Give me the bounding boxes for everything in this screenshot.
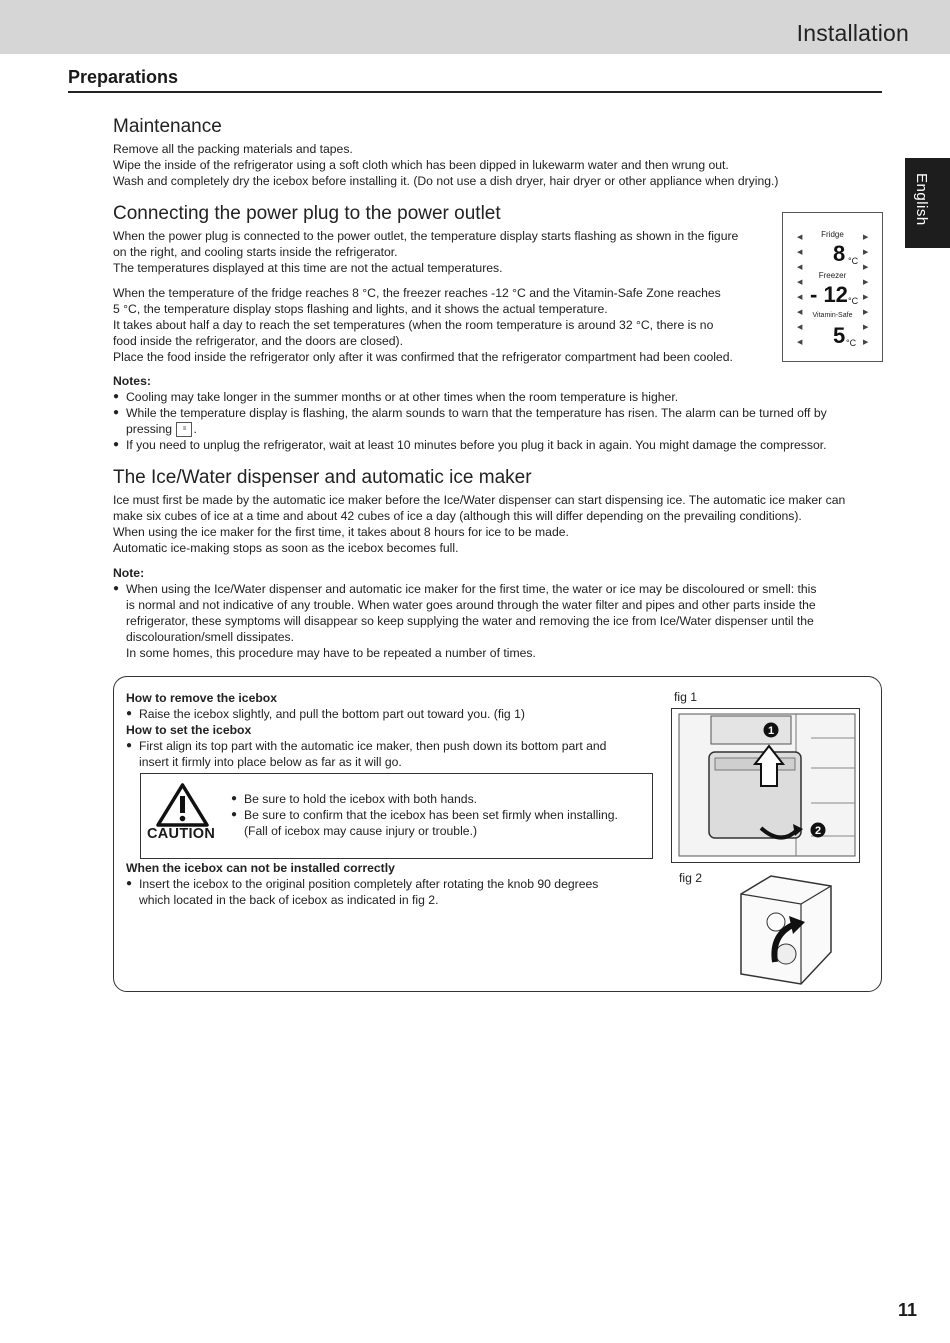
warning-triangle-icon (155, 782, 210, 828)
flash-arrow-icon: ◀ (797, 264, 803, 271)
fridge-unit: °C (848, 256, 859, 266)
incorrect-title: When the icebox can not be installed correctly (126, 861, 395, 875)
maintenance-heading: Maintenance (113, 116, 222, 137)
vitamin-safe-value: 5 (833, 323, 846, 348)
ice-heading: The Ice/Water dispenser and automatic ice maker (113, 467, 532, 488)
set-title: How to set the icebox (126, 723, 252, 737)
ice-note-line: ● When using the Ice/Water dispenser and automatic ice maker for the first time, the water or ice may be discoloured or smell: this (113, 581, 816, 597)
fridge-value: 8 (833, 241, 846, 266)
power-line: The temperatures displayed at this time are not the actual temperatures. (113, 261, 503, 275)
flash-arrow-icon: ▶ (863, 294, 869, 301)
caution-item: ● Be sure to confirm that the icebox has been set firmly when installing. (231, 807, 618, 823)
flash-arrow-icon: ▶ (863, 309, 869, 316)
incorrect-text: which located in the back of icebox as indicated in fig 2. (139, 893, 439, 907)
step-2-number: 2 (814, 825, 822, 837)
flash-arrow-icon: ▶ (863, 339, 869, 346)
ice-note-line: discolouration/smell dissipates. (126, 630, 294, 644)
flash-arrow-icon: ▶ (863, 324, 869, 331)
fridge-label: Fridge (821, 230, 844, 239)
note-text: pressing (126, 422, 173, 436)
step-1-badge (763, 722, 779, 738)
vitamin-safe-unit: °C (846, 338, 857, 348)
section-title: Installation (796, 20, 909, 46)
note-item (113, 405, 873, 437)
notes-title: Notes: (113, 374, 151, 388)
freezer-unit: °C (848, 296, 859, 306)
ice-line: Automatic ice-making stops as soon as the icebox becomes full. (113, 541, 459, 555)
title-rule (68, 91, 882, 93)
note-item: ● If you need to unplug the refrigerator, wait at least 10 minutes before you plug it back in again. You might damage the compressor. (113, 437, 873, 453)
note-text: . (193, 422, 197, 436)
caution-item: (Fall of icebox may cause injury or trouble.) (244, 824, 478, 838)
flash-arrow-icon: ▶ (863, 234, 869, 241)
caution-text (231, 791, 618, 839)
vitamin-safe-label: Vitamin-Safe (812, 312, 853, 319)
flash-arrow-icon: ◀ (797, 294, 803, 301)
flash-arrow-icon: ◀ (797, 279, 803, 286)
temperature-display-figure (782, 212, 883, 362)
power-line: Place the food inside the refrigerator only after it was confirmed that the refrigerator compartment had been cooled. (113, 350, 733, 364)
remove-title: How to remove the icebox (126, 691, 278, 705)
power-line: It takes about half a day to reach the set temperatures (when the room temperature is around 32 °C, there is no (113, 318, 714, 332)
ice-text (113, 492, 845, 556)
caution-label: CAUTION (147, 826, 216, 842)
ice-line: make six cubes of ice at a time and about 42 cubes of ice a day (although this will differ depending on the prevailing conditions). (113, 509, 802, 523)
notes (113, 373, 873, 453)
ice-line: Ice must first be made by the automatic ice maker before the Ice/Water dispenser can start dispensing ice. The automatic ice maker can (113, 493, 846, 507)
note-text: While the temperature display is flashing, the alarm sounds to warn that the temperature has risen. The alarm can be turned off by (126, 406, 827, 420)
maintenance-line: Wipe the inside of the refrigerator using a soft cloth which has been dipped in lukewarm water and then wrung out. (113, 158, 729, 172)
power-line: When the temperature of the fridge reaches 8 °C, the freezer reaches -12 °C and the Vitamin-Safe Zone reaches (113, 286, 721, 300)
power-line: 5 °C, the temperature display stops flashing and lights, and it shows the actual temperature. (113, 302, 608, 316)
power-text-1 (113, 228, 738, 276)
flash-arrow-icon: ◀ (797, 339, 803, 346)
icebox-remove-set (126, 690, 606, 770)
step-2-badge (810, 822, 826, 838)
remove-text: ● Raise the icebox slightly, and pull the bottom part out toward you. (fig 1) (126, 706, 606, 722)
flash-arrow-icon: ◀ (797, 234, 803, 241)
flash-arrow-icon: ▶ (863, 264, 869, 271)
ice-note-line: In some homes, this procedure may have to be repeated a number of times. (126, 646, 536, 660)
power-line: food inside the refrigerator, and the doors are closed). (113, 334, 403, 348)
maintenance-line: Remove all the packing materials and tapes. (113, 142, 353, 156)
flash-arrow-icon: ◀ (797, 249, 803, 256)
page-number: 11 (898, 1300, 918, 1320)
note-title: Note: (113, 566, 145, 580)
fig2-label: fig 2 (679, 871, 703, 885)
ice-note-line: is normal and not indicative of any trouble. When water goes around through the water filter and pipes and other parts inside the (126, 598, 816, 612)
power-heading: Connecting the power plug to the power outlet (113, 203, 501, 224)
caution-item: ● Be sure to hold the icebox with both hands. (231, 791, 618, 807)
set-text: insert it firmly into place below as far as it will go. (139, 755, 402, 769)
alarm-button-icon: ≡ (176, 422, 192, 437)
incorrect-text: ● Insert the icebox to the original position completely after rotating the knob 90 degrees (126, 876, 598, 892)
incorrect-install (126, 860, 598, 908)
fig2-icebox-knob-illustration (731, 872, 837, 986)
power-line: When the power plug is connected to the power outlet, the temperature display starts flashing as shown in the figure (113, 229, 739, 243)
power-text-2 (113, 285, 733, 365)
page-title: Preparations (68, 67, 179, 87)
ice-note-line: refrigerator, these symptoms will disappear so keep supplying the water and removing the ice from Ice/Water dispenser until the (126, 614, 814, 628)
flash-arrow-icon: ◀ (797, 309, 803, 316)
ice-note (113, 565, 816, 661)
language-label: English (913, 173, 930, 226)
step-1-number: 1 (767, 725, 775, 737)
ice-line: When using the ice maker for the first time, it takes about 8 hours for ice to be made. (113, 525, 569, 539)
maintenance-line: Wash and completely dry the icebox before installing it. (Do not use a dish dryer, hair dryer or other appliance when drying.) (113, 174, 779, 188)
flash-arrow-icon: ▶ (863, 279, 869, 286)
fig1-label: fig 1 (674, 690, 698, 704)
freezer-label: Freezer (818, 271, 847, 280)
flash-arrow-icon: ▶ (863, 249, 869, 256)
power-line: on the right, and cooling starts inside the refrigerator. (113, 245, 398, 259)
set-text: ● First align its top part with the automatic ice maker, then push down its bottom part and (126, 738, 606, 754)
maintenance-text (113, 141, 778, 189)
freezer-value: - 12 (810, 282, 848, 307)
note-item: ● Cooling may take longer in the summer months or at other times when the room temperature is higher. (113, 389, 873, 405)
flash-arrow-icon: ◀ (797, 324, 803, 331)
